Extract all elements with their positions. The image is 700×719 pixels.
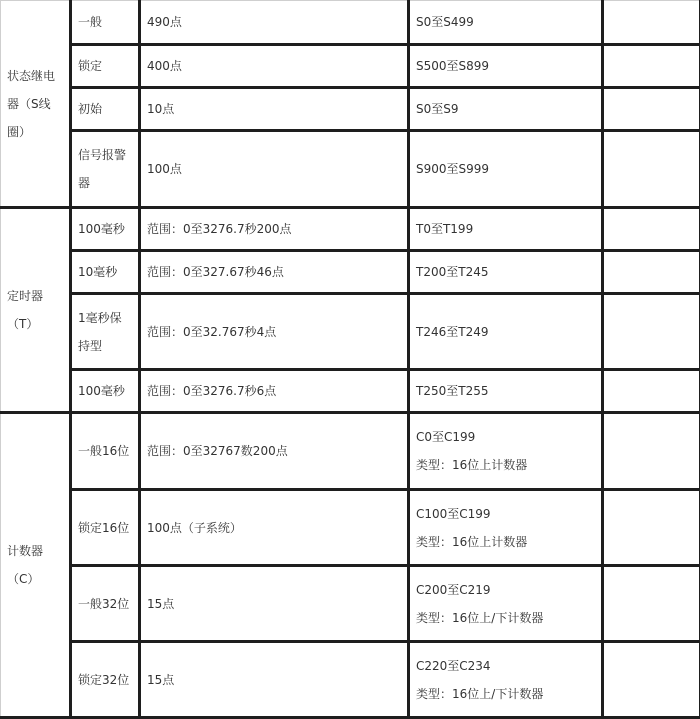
spec-cell: 400点 <box>140 45 409 88</box>
range-line: C200至C219 <box>416 576 595 604</box>
range-cell <box>409 88 603 131</box>
range-line: C220至C234 <box>416 652 595 680</box>
empty-cell <box>603 294 700 370</box>
table-row <box>1 490 700 566</box>
table-row <box>1 294 700 370</box>
empty-cell <box>603 251 700 294</box>
group-cell: 定时器（T） <box>1 208 71 413</box>
empty-cell <box>603 642 700 718</box>
spec-cell: 100点（子系统） <box>140 490 409 566</box>
type-cell: 锁定32位 <box>71 642 140 718</box>
range-line: C100至C199 <box>416 500 595 528</box>
spec-cell: 范围：0至327.67秒46点 <box>140 251 409 294</box>
counter-type-line: 类型：16位上/下计数器 <box>416 680 595 708</box>
table-row <box>1 251 700 294</box>
type-cell: 一般32位 <box>71 566 140 642</box>
empty-cell <box>603 1 700 45</box>
spec-cell: 范围：0至3276.7秒6点 <box>140 370 409 413</box>
range-cell <box>409 208 603 251</box>
type-cell: 一般16位 <box>71 413 140 490</box>
range-line: S0至S499 <box>416 8 595 36</box>
counter-type-line: 类型：16位上/下计数器 <box>416 604 595 632</box>
range-cell <box>409 294 603 370</box>
type-cell: 1毫秒保持型 <box>71 294 140 370</box>
type-cell: 初始 <box>71 88 140 131</box>
table-row <box>1 88 700 131</box>
type-cell: 锁定 <box>71 45 140 88</box>
counter-type-line: 类型：16位上计数器 <box>416 451 595 479</box>
empty-cell <box>603 208 700 251</box>
range-line: T200至T245 <box>416 258 595 286</box>
range-cell <box>409 131 603 208</box>
range-cell <box>409 251 603 294</box>
empty-cell <box>603 45 700 88</box>
range-cell <box>409 413 603 490</box>
spec-cell: 范围：0至32767数200点 <box>140 413 409 490</box>
range-line: T250至T255 <box>416 377 595 405</box>
spec-cell: 100点 <box>140 131 409 208</box>
spec-cell: 范围：0至32.767秒4点 <box>140 294 409 370</box>
range-line: S0至S9 <box>416 95 595 123</box>
range-line: S900至S999 <box>416 155 595 183</box>
empty-cell <box>603 370 700 413</box>
type-cell: 一般 <box>71 1 140 45</box>
empty-cell <box>603 131 700 208</box>
spec-cell: 15点 <box>140 642 409 718</box>
spec-cell: 10点 <box>140 88 409 131</box>
table-row <box>1 566 700 642</box>
type-cell: 10毫秒 <box>71 251 140 294</box>
range-cell <box>409 45 603 88</box>
range-line: T0至T199 <box>416 215 595 243</box>
range-cell <box>409 566 603 642</box>
type-cell: 信号报警器 <box>71 131 140 208</box>
spec-cell: 范围：0至3276.7秒200点 <box>140 208 409 251</box>
table-row <box>1 1 700 45</box>
range-line: S500至S899 <box>416 52 595 80</box>
range-line: C0至C199 <box>416 423 595 451</box>
table-row <box>1 413 700 490</box>
group-cell: 状态继电器（S线圈） <box>1 1 71 208</box>
group-cell: 计数器（C） <box>1 413 71 718</box>
range-cell <box>409 490 603 566</box>
table-row <box>1 642 700 718</box>
range-cell <box>409 642 603 718</box>
range-cell <box>409 370 603 413</box>
table-row <box>1 208 700 251</box>
type-cell: 100毫秒 <box>71 208 140 251</box>
type-cell: 100毫秒 <box>71 370 140 413</box>
counter-type-line: 类型：16位上计数器 <box>416 528 595 556</box>
table-row <box>1 131 700 208</box>
empty-cell <box>603 413 700 490</box>
spec-cell: 15点 <box>140 566 409 642</box>
range-line: T246至T249 <box>416 318 595 346</box>
range-cell <box>409 1 603 45</box>
empty-cell <box>603 490 700 566</box>
spec-cell: 490点 <box>140 1 409 45</box>
empty-cell <box>603 566 700 642</box>
type-cell: 锁定16位 <box>71 490 140 566</box>
empty-cell <box>603 88 700 131</box>
table-row <box>1 45 700 88</box>
table-row <box>1 370 700 413</box>
